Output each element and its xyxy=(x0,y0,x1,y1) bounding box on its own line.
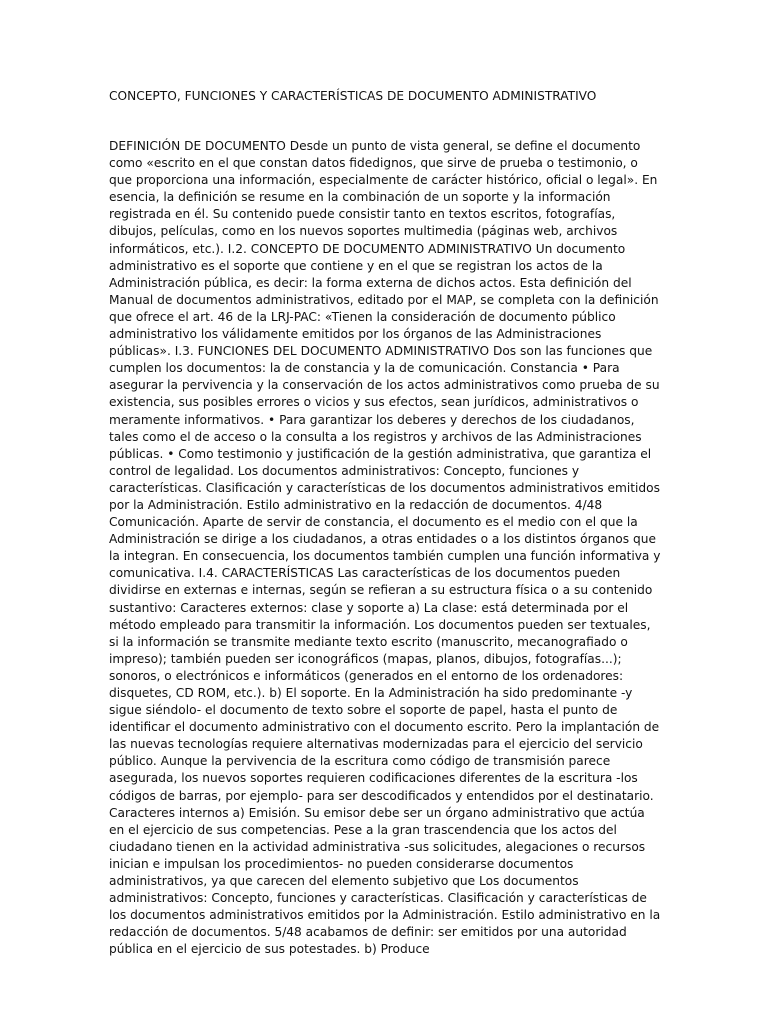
document-body-text: DEFINICIÓN DE DOCUMENTO Desde un punto de vista general, se define el documento como «escrito en el que constan datos fidedignos, que sirve de prueba o testimonio, o que proporciona una información, especialmente de carácter histórico, oficial o legal». En esencia, la definición se resume en la combinación de un soporte y la información registrada en él. Su contenido puede consistir tanto en textos escritos, fotografías, dibujos, películas, como en los nuevos soportes multimedia (páginas web, archivos informáticos, etc.). I.2. CONCEPTO DE DOCUMENTO ADMINISTRATIVO Un documento administrativo es el soporte que contiene y en el que se registran los actos de la Administración pública, es decir: la forma externa de dichos actos. Esta definición del Manual de documentos administrativos, editado por el MAP, se completa con la definición que ofrece el art. 46 de la LRJ-PAC: «Tienen la consideración de documento público administrativo los válidamente emitidos por los órganos de las Administraciones públicas». I.3. FUNCIONES DEL DOCUMENTO ADMINISTRATIVO Dos son las funciones que cumplen los documentos: la de constancia y la de comunicación. Constancia • Para asegurar la pervivencia y la conservación de los actos administrativos como prueba de su existencia, sus posibles errores o vicios y sus efectos, sean jurídicos, administrativos o meramente informativos. • Para garantizar los deberes y derechos de los ciudadanos, tales como el de acceso o la consulta a los registros y archivos de las Administraciones públicas. • Como testimonio y justificación de la gestión administrativa, que garantiza el control de legalidad. Los documentos administrativos: Concepto, funciones y características. Clasificación y características de los documentos administrativos emitidos por la Administración. Estilo administrativo en la redacción de documentos. 4/48 Comunicación. Aparte de servir de constancia, el documento es el medio con el que la Administración se dirige a los ciudadanos, a otras entidades o a los distintos órganos que la integran. En consecuencia, los documentos también cumplen una función informativa y comunicativa. I.4. CARACTERÍSTICAS Las características de los documentos pueden dividirse en externas e internas, según se refieran a su estructura física o a su contenido sustantivo: Caracteres externos: clase y soporte a) La clase: está determinada por el método empleado para transmitir la información. Los documentos pueden ser textuales, si la información se transmite mediante texto escrito (manuscrito, mecanografiado o impreso); también pueden ser iconográficos (mapas, planos, dibujos, fotografías...); sonoros, o electrónicos e informáticos (generados en el entorno de los ordenadores: disquetes, CD ROM, etc.). b) El soporte. En la Administración ha sido predominante -y sigue siéndolo- el documento de texto sobre el soporte de papel, hasta el punto de identificar el documento administrativo con el documento escrito. Pero la implantación de las nuevas tecnologías requiere alternativas modernizadas para el ejercicio del servicio público. Aunque la pervivencia de la escritura como código de transmisión parece asegurada, los nuevos soportes requieren codificaciones diferentes de la escritura -los códigos de barras, por ejemplo- para ser descodificados y entendidos por el destinatario. Caracteres internos a) Emisión. Su emisor debe ser un órgano administrativo que actúa en el ejercicio de sus competencias. Pese a la gran trascendencia que los actos del ciudadano tienen en la actividad administrativa -sus solicitudes, alegaciones o recursos inician e impulsan los procedimientos- no pueden considerarse documentos administrativos, ya que carecen del elemento subjetivo que Los documentos administrativos: Concepto, funciones y características. Clasificación y características de los documentos administrativos emitidos por la Administración. Estilo administrativo en la redacción de documentos. 5/48 acabamos de definir: ser emitidos por una autoridad pública en el ejercicio de sus potestades. b) Produce xyxy=(109,139,661,957)
document-title: CONCEPTO, FUNCIONES Y CARACTERÍSTICAS DE DOCUMENTO ADMINISTRATIVO xyxy=(109,89,597,103)
